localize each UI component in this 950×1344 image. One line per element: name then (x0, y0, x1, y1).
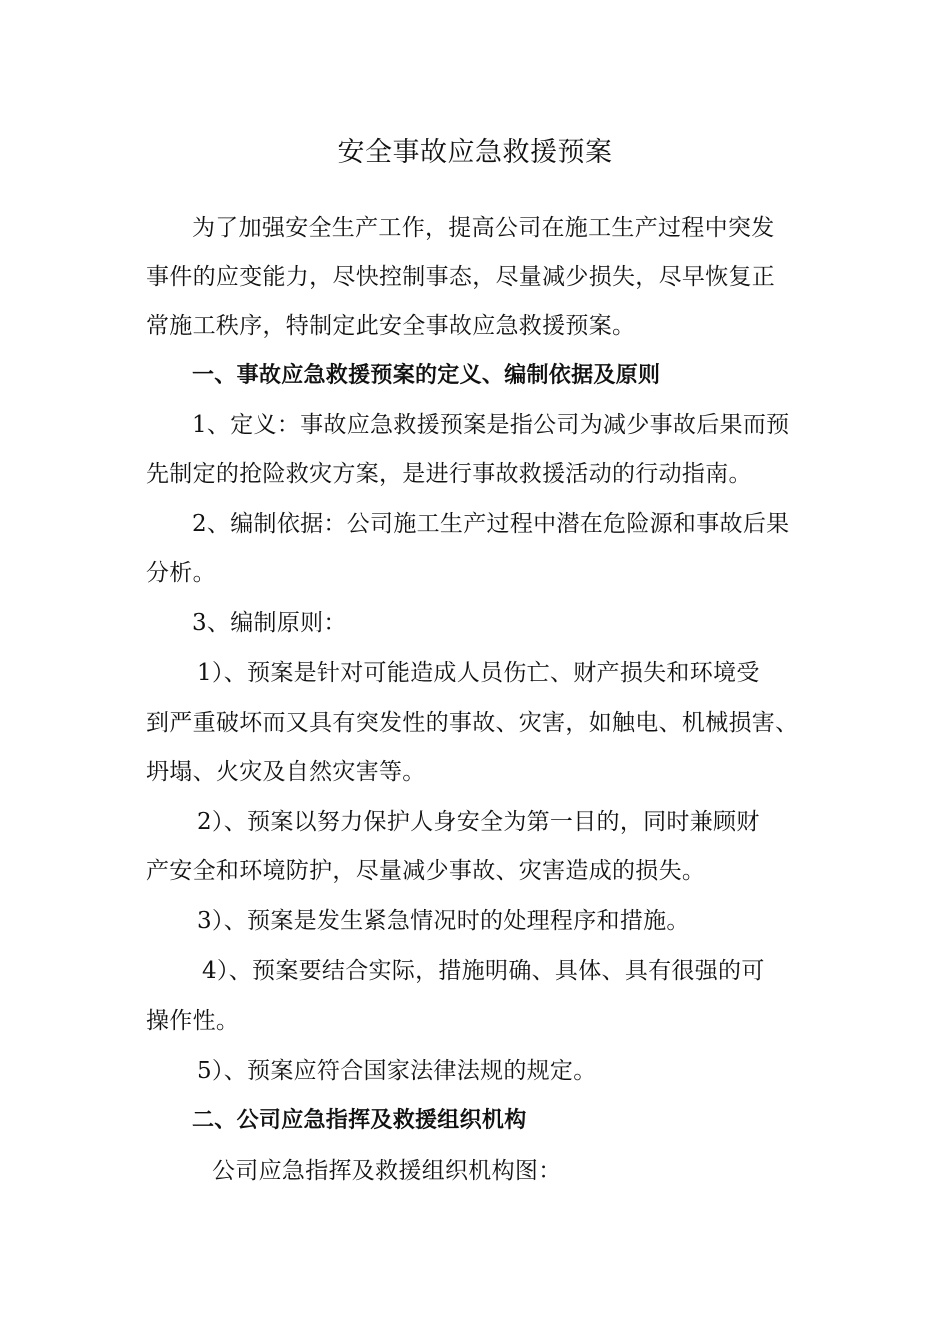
principle-3-line-1: 3）、预案是发生紧急情况时的处理程序和措施。 (197, 908, 690, 934)
intro-line-1: 为了加强安全生产工作，提高公司在施工生产过程中突发 (192, 215, 775, 241)
principle-1-line-2: 到严重破坏而又具有突发性的事故、灾害，如触电、机械损害、 (146, 710, 799, 736)
principle-4-line-1: 4）、预案要结合实际，措施明确、具体、具有很强的可 (202, 958, 765, 984)
org-chart-caption: 公司应急指挥及救援组织机构图： (212, 1158, 562, 1184)
intro-line-3: 常施工秩序，特制定此安全事故应急救援预案。 (146, 313, 636, 339)
principle-4-line-2: 操作性。 (146, 1008, 240, 1034)
principles-heading: 3、编制原则： (192, 610, 347, 636)
document-title: 安全事故应急救援预案 (337, 137, 613, 168)
section-heading-1: 一、事故应急救援预案的定义、编制依据及原则 (192, 363, 661, 388)
principle-1-line-1: 1）、预案是针对可能造成人员伤亡、财产损失和环境受 (197, 660, 760, 686)
principle-2-line-2: 产安全和环境防护，尽量减少事故、灾害造成的损失。 (146, 858, 706, 884)
principle-5-line-1: 5）、预案应符合国家法律法规的规定。 (197, 1058, 597, 1084)
definition-line-2: 先制定的抢险救灾方案，是进行事故救援活动的行动指南。 (146, 461, 752, 487)
basis-line-2: 分析。 (146, 560, 216, 586)
section-heading-2: 二、公司应急指挥及救援组织机构 (192, 1108, 527, 1133)
basis-line-1: 2、编制依据：公司施工生产过程中潜在危险源和事故后果 (192, 511, 790, 537)
intro-line-2: 事件的应变能力，尽快控制事态，尽量减少损失，尽早恢复正 (146, 264, 776, 290)
principle-2-line-1: 2）、预案以努力保护人身安全为第一目的，同时兼顾财 (197, 809, 760, 835)
definition-line-1: 1、定义：事故应急救援预案是指公司为减少事故后果而预 (192, 412, 790, 438)
principle-1-line-3: 坍塌、火灾及自然灾害等。 (146, 759, 426, 785)
